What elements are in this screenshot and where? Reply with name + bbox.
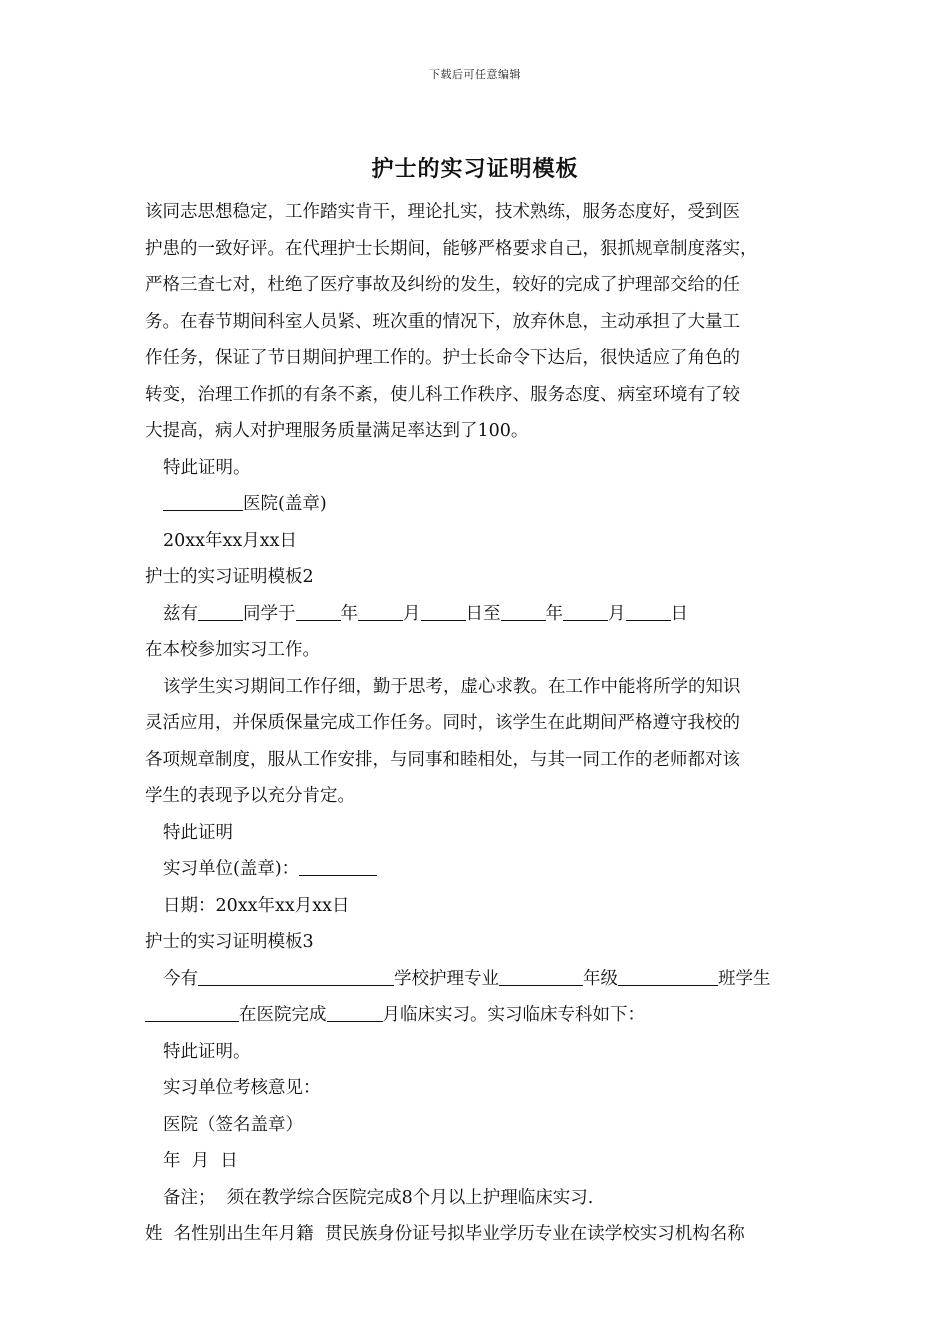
- intro-line: [145, 596, 810, 633]
- blank-field: [327, 1003, 383, 1022]
- blank-field: [618, 967, 718, 986]
- intro-text: 年: [340, 603, 358, 624]
- document-body: [145, 194, 810, 1253]
- form-text: 月临床实习。实习临床专科如下：: [382, 1005, 645, 1025]
- blank-field: [296, 602, 341, 621]
- date-line: 日期：20xx年xx月xx日: [163, 895, 350, 916]
- intro-text: 年: [545, 603, 563, 624]
- paragraph-line: 务。在春节期间科室人员紧、班次重的情况下，放弃休息，主动承担了大量工: [145, 311, 740, 332]
- blank-field: [626, 602, 671, 621]
- blank-field: [198, 602, 243, 621]
- paragraph-line: 灵活应用，并保质保量完成工作任务。同时，该学生在此期间严格遵守我校的: [145, 713, 740, 733]
- paragraph-line: 学生的表现予以充分肯定。: [145, 786, 355, 806]
- intro-text: 日: [670, 603, 688, 624]
- form-text: 班学生: [718, 968, 771, 989]
- section-1: [145, 194, 810, 559]
- intro-text: 月: [608, 603, 626, 624]
- section-2: [145, 559, 810, 924]
- section-heading: 护士的实习证明模板3: [145, 932, 314, 952]
- intro-text: 同学于: [243, 603, 296, 624]
- form-text: 年级: [583, 968, 618, 989]
- blank-field: [421, 602, 466, 621]
- table-header-line: 姓 名性别出生年月籍 贯民族身份证号拟毕业学历专业在读学校实习机构名称: [145, 1224, 745, 1244]
- paragraph-line: 严格三查七对，杜绝了医疗事故及纠纷的发生，较好的完成了护理部交给的任: [145, 275, 740, 295]
- paragraph-line: 大提高，病人对护理服务质量满足率达到了100。: [145, 421, 529, 441]
- blank-field: [163, 492, 243, 511]
- date-line: 年 月 日: [163, 1151, 238, 1171]
- intro-line-2: 在本校参加实习工作。: [145, 640, 320, 660]
- blank-field: [501, 602, 546, 621]
- paragraph-line: 该学生实习期间工作仔细，勤于思考，虚心求教。在工作中能将所学的知识: [163, 676, 741, 697]
- blank-field: [145, 1003, 239, 1022]
- paragraph-line: 该同志思想稳定，工作踏实肯干，理论扎实，技术熟练，服务态度好，受到医: [145, 202, 740, 222]
- blank-field: [198, 967, 394, 986]
- certify-text: 特此证明。: [163, 1041, 251, 1062]
- section-3: [145, 924, 810, 1253]
- blank-field: [563, 602, 608, 621]
- student-line-1: [145, 961, 810, 998]
- blank-field: [499, 967, 583, 986]
- header-note: 下载后可任意编辑: [429, 68, 521, 81]
- certify-text: 特此证明: [163, 822, 233, 843]
- form-text: 今有: [163, 968, 198, 989]
- blank-field: [358, 602, 403, 621]
- paragraph-line: 转变，治理工作抓的有条不紊，使儿科工作秩序、服务态度、病室环境有了较: [145, 384, 740, 405]
- intro-text: 兹有: [163, 603, 198, 624]
- hospital-sign-label: 医院（签名盖章）: [163, 1114, 303, 1135]
- section-heading: 护士的实习证明模板2: [145, 567, 314, 587]
- page-title: 护士的实习证明模板: [371, 156, 579, 182]
- paragraph-line: 作任务，保证了节日期间护理工作的。护士长命令下达后，很快适应了角色的: [145, 348, 740, 368]
- blank-field: [299, 857, 377, 876]
- form-text: 在医院完成: [239, 1005, 327, 1025]
- form-text: 学校护理专业: [394, 968, 499, 989]
- opinion-label: 实习单位考核意见：: [163, 1078, 321, 1098]
- paragraph-line: 护患的一致好评。在代理护士长期间，能够严格要求自己，狠抓规章制度落实，: [145, 238, 758, 259]
- student-line-2: [145, 997, 810, 1034]
- certify-text: 特此证明。: [163, 457, 251, 478]
- unit-seal-label: 实习单位(盖章)：: [163, 859, 300, 879]
- hospital-seal-line: [145, 486, 810, 523]
- intro-text: 日至: [465, 603, 501, 624]
- date-line: 20xx年xx月xx日: [163, 530, 297, 551]
- intro-text: 月: [403, 603, 421, 624]
- paragraph-line: 各项规章制度，服从工作安排，与同事和睦相处，与其一同工作的老师都对该: [145, 749, 740, 770]
- hospital-seal-label: 医院(盖章): [243, 494, 327, 514]
- unit-seal-line: [145, 851, 810, 888]
- remark-line: 备注； 须在教学综合医院完成8个月以上护理临床实习.: [163, 1187, 594, 1208]
